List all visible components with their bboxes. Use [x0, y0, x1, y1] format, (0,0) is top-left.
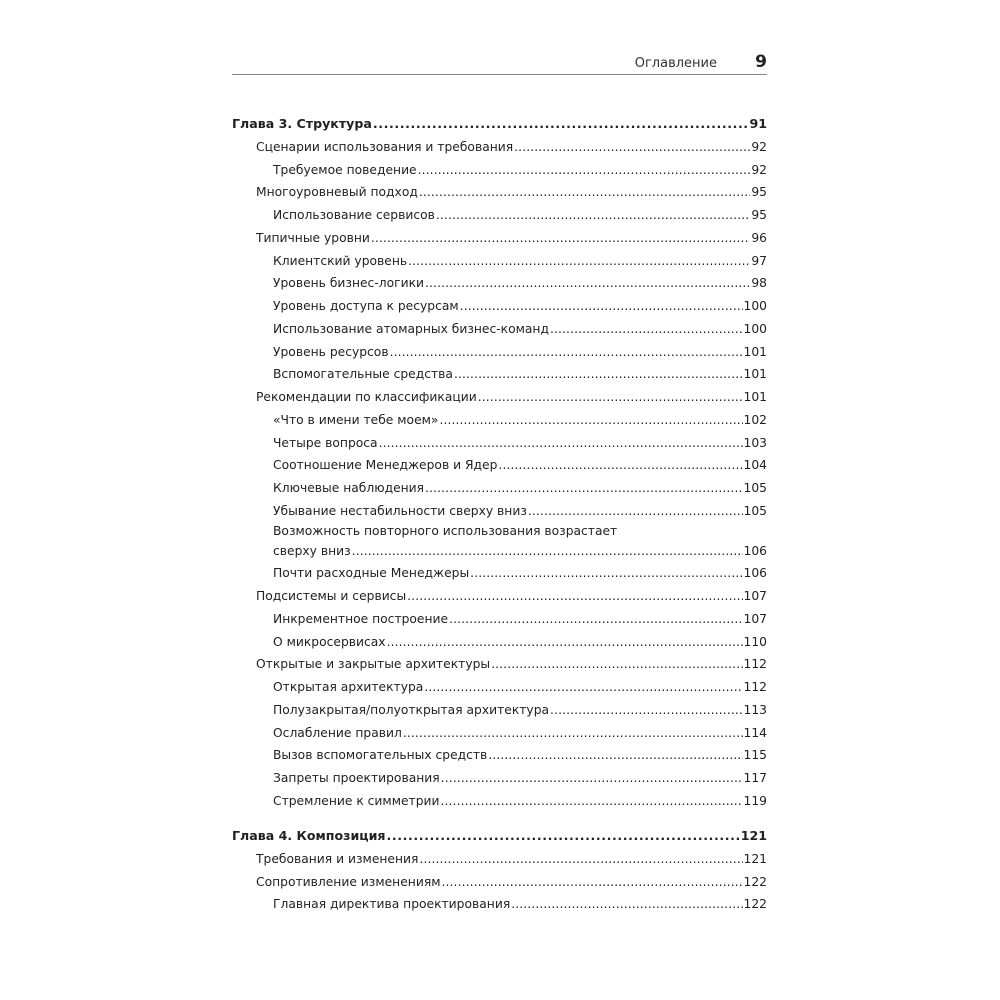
entry-page: 117: [743, 771, 767, 785]
chapter-page: 91: [749, 116, 767, 131]
entry-page: 97: [751, 253, 767, 268]
entry-page: 114: [743, 725, 767, 740]
dot-leader: [441, 767, 743, 790]
dot-leader: [403, 722, 743, 745]
entry-label: Использование сервисов: [273, 208, 435, 222]
dot-leader: [442, 871, 743, 894]
dot-leader: [488, 744, 742, 767]
entry-label: Уровень ресурсов: [273, 344, 389, 359]
dot-leader: [352, 540, 743, 563]
entry-page: 110: [743, 634, 767, 649]
toc-entry[interactable]: [232, 585, 767, 608]
toc-entry[interactable]: [232, 159, 767, 182]
entry-label: Инкрементное построение: [273, 611, 449, 626]
toc-entry[interactable]: [232, 500, 767, 523]
dot-leader: [498, 454, 742, 477]
toc-entry[interactable]: [232, 848, 767, 871]
running-header: [232, 52, 767, 75]
entry-label: «Что в имени тебе моем»: [273, 412, 439, 427]
entry-page: 102: [743, 412, 767, 427]
toc-chapter-3: [232, 113, 767, 813]
dot-leader: [478, 386, 743, 409]
dot-leader: [460, 295, 743, 318]
toc-entry[interactable]: [232, 722, 767, 745]
toc-entry[interactable]: [232, 767, 767, 790]
entry-page: 101: [743, 390, 767, 404]
chapter-title: Глава 4. Композиция: [232, 828, 386, 843]
toc-entry[interactable]: [232, 227, 767, 250]
entry-label: Рекомендации по классификации: [256, 390, 477, 404]
toc-entry[interactable]: [232, 204, 767, 227]
entry-label: Вызов вспомогательных средств: [273, 748, 488, 763]
entry-page: 103: [743, 435, 767, 450]
entry-page: 122: [743, 897, 767, 912]
dot-leader: [491, 653, 742, 676]
entry-page: 106: [743, 566, 767, 581]
entry-label: Клиентский уровень: [273, 253, 408, 268]
toc-chapter-heading[interactable]: [232, 825, 767, 848]
toc-entry[interactable]: [232, 272, 767, 295]
toc-entry[interactable]: [232, 744, 767, 767]
entry-label: Полузакрытая/полуоткрытая архитектура: [273, 702, 550, 717]
chapter-title: Глава 3. Структура: [232, 116, 372, 131]
toc-entry[interactable]: [232, 318, 767, 341]
toc-entries: [232, 848, 767, 916]
dot-leader: [441, 790, 743, 813]
toc-entry[interactable]: [232, 341, 767, 364]
entry-page: 107: [743, 611, 767, 626]
dot-leader: [425, 477, 742, 500]
chapter-page: 121: [740, 828, 767, 843]
page-number: 9: [755, 52, 767, 72]
dot-leader: [550, 699, 742, 722]
dot-leader: [379, 432, 743, 455]
entry-page: 105: [743, 481, 767, 495]
toc-entry[interactable]: [232, 562, 767, 585]
entry-page: 92: [751, 139, 767, 154]
toc-entry[interactable]: [232, 363, 767, 386]
entry-page: 101: [743, 344, 767, 359]
entry-label: Использование атомарных бизнес-команд: [273, 321, 549, 336]
toc-entry[interactable]: [232, 790, 767, 813]
entry-label: Вспомогательные средства: [273, 367, 453, 382]
entry-label: Ослабление правил: [273, 725, 402, 740]
toc-entry[interactable]: [232, 523, 767, 563]
entry-label: Подсистемы и сервисы: [256, 589, 407, 603]
toc-chapter-heading[interactable]: [232, 113, 767, 136]
dot-leader: [419, 181, 751, 204]
entry-label: Запреты проектирования: [273, 771, 440, 785]
dot-leader: [470, 562, 742, 585]
toc-entry[interactable]: [232, 676, 767, 699]
entry-label: Уровень бизнес-логики: [273, 276, 425, 291]
toc-chapter-4: [232, 825, 767, 916]
entry-page: 112: [743, 657, 767, 672]
entry-page: 106: [743, 543, 767, 558]
entry-page: 92: [751, 162, 767, 177]
entry-page: 104: [743, 458, 767, 473]
toc-entry[interactable]: [232, 653, 767, 676]
entry-page: 113: [743, 702, 767, 717]
dot-leader: [371, 227, 750, 250]
entry-page: 121: [743, 851, 767, 866]
dot-leader: [408, 250, 750, 273]
entry-page: 105: [743, 503, 767, 518]
entry-page: 101: [743, 367, 767, 382]
dot-leader: [387, 825, 740, 848]
dot-leader: [419, 848, 742, 871]
entry-page: 100: [743, 299, 767, 313]
dot-leader: [424, 676, 742, 699]
entry-label: Типичные уровни: [256, 230, 370, 245]
entry-page: 95: [751, 185, 767, 200]
toc-entry[interactable]: [232, 181, 767, 204]
header-title: Оглавление: [634, 56, 717, 71]
dot-leader: [373, 113, 749, 136]
entry-page: 98: [751, 276, 767, 291]
entry-label: Требуемое поведение: [273, 162, 417, 177]
entry-label: сверху вниз: [273, 543, 351, 558]
dot-leader: [387, 631, 743, 654]
entry-page: 96: [751, 230, 767, 245]
toc-entry[interactable]: [232, 250, 767, 273]
entry-page: 115: [743, 748, 767, 763]
entry-label: Открытая архитектура: [273, 680, 424, 694]
dot-leader: [449, 608, 742, 631]
dot-leader: [390, 341, 743, 364]
entry-label: Стремление к симметрии: [273, 793, 440, 808]
toc-entry[interactable]: [232, 608, 767, 631]
dot-leader: [528, 500, 743, 523]
dot-leader: [550, 318, 743, 341]
toc-entry[interactable]: [232, 136, 767, 159]
entry-label: Ключевые наблюдения: [273, 481, 425, 495]
dot-leader: [425, 272, 750, 295]
toc-entry[interactable]: [232, 454, 767, 477]
toc-entry[interactable]: [232, 477, 767, 500]
toc-entry[interactable]: [232, 295, 767, 318]
entry-label: Сценарии использования и требования: [256, 139, 514, 154]
dot-leader: [439, 409, 742, 432]
entry-label: О микросервисах: [273, 634, 386, 649]
dot-leader: [511, 893, 742, 916]
dot-leader: [514, 136, 750, 159]
entry-label: Соотношение Менеджеров и Ядер: [273, 458, 498, 473]
toc-entries: [232, 136, 767, 813]
dot-leader: [436, 204, 750, 227]
entry-label: Уровень доступа к ресурсам: [273, 299, 459, 313]
toc-entry[interactable]: [232, 386, 767, 409]
entry-page: 107: [743, 589, 767, 603]
entry-label: Требования и изменения: [256, 851, 419, 866]
entry-label: Многоуровневый подход: [256, 185, 418, 200]
entry-label: Четыре вопроса: [273, 435, 378, 450]
dot-leader: [454, 363, 743, 386]
toc-entry[interactable]: [232, 871, 767, 894]
toc-entry[interactable]: [232, 409, 767, 432]
toc-entry[interactable]: [232, 631, 767, 654]
entry-page: 122: [743, 874, 767, 889]
entry-label: Сопротивление изменениям: [256, 874, 441, 889]
entry-page: 119: [743, 793, 767, 808]
entry-label: Открытые и закрытые архитектуры: [256, 657, 491, 672]
entry-label: Почти расходные Менеджеры: [273, 566, 470, 581]
entry-label: Убывание нестабильности сверху вниз: [273, 503, 527, 518]
entry-label-line1: Возможность повторного использования возрастает: [273, 523, 618, 538]
entry-label: Главная директива проектирования: [273, 897, 511, 912]
toc-entry[interactable]: [232, 432, 767, 455]
toc-entry[interactable]: [232, 699, 767, 722]
toc-entry[interactable]: [232, 893, 767, 916]
entry-page: 112: [743, 680, 767, 694]
entry-page: 95: [751, 208, 767, 222]
dot-leader: [407, 585, 742, 608]
entry-page: 100: [743, 321, 767, 336]
dot-leader: [418, 159, 751, 182]
